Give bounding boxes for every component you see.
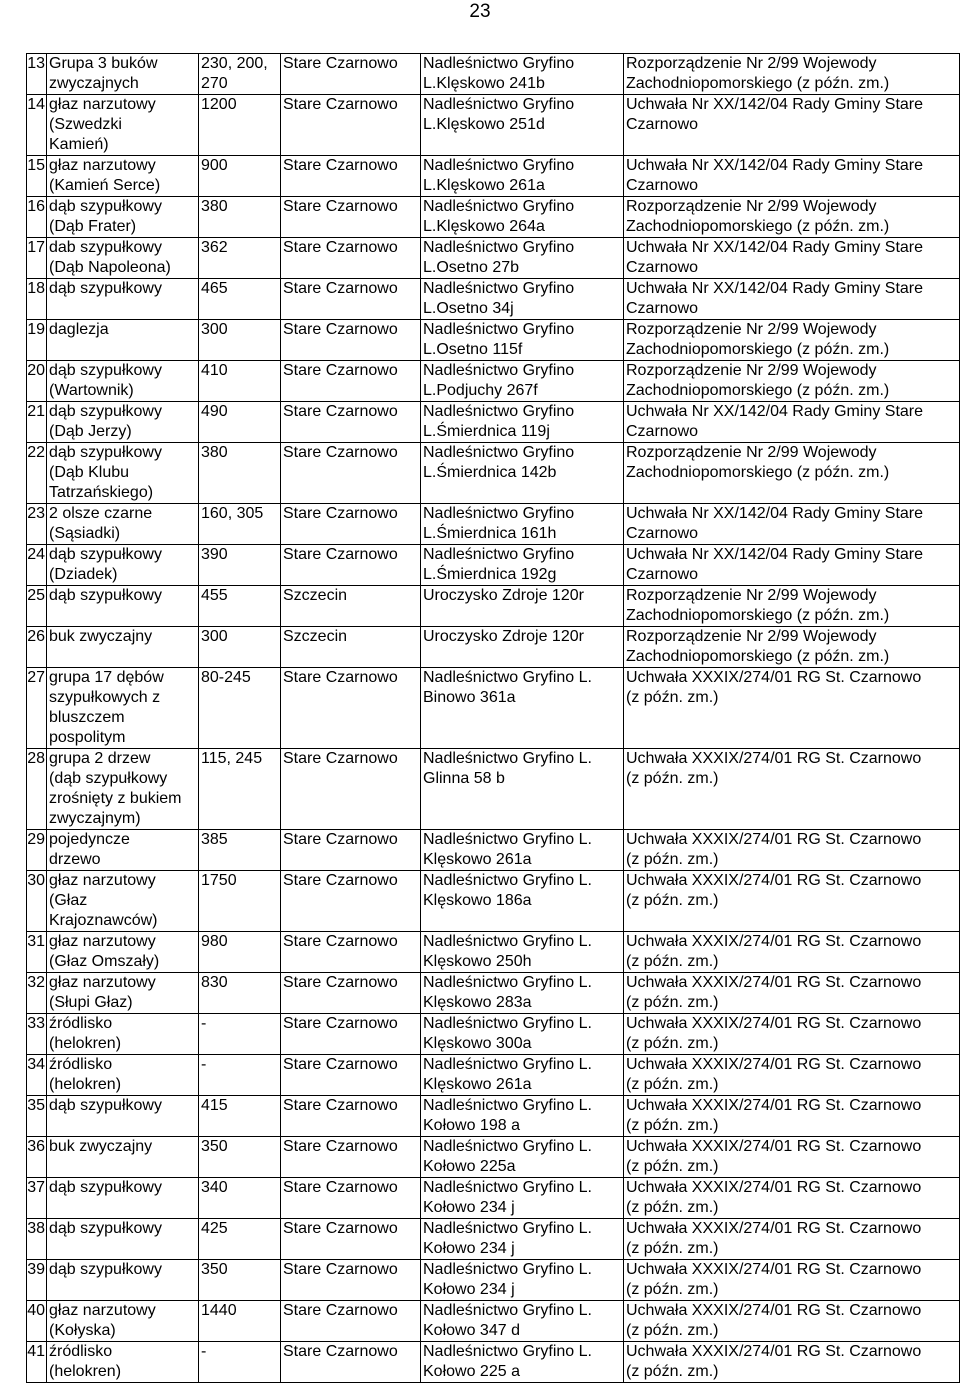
monument-name: głaz narzutowy (Kołyska) (47, 1301, 199, 1342)
location: Nadleśnictwo Gryfino L.Klęskowo 241b (421, 54, 624, 95)
monument-size: 415 (199, 1096, 281, 1137)
legal-act: Uchwała XXXIX/274/01 RG St. Czarnowo (z późn. zm.) (624, 1014, 960, 1055)
row-number: 26 (27, 627, 47, 668)
page-number: 23 (469, 1, 491, 22)
legal-act: Uchwała Nr XX/142/04 Rady Gminy Stare Czarnowo (624, 95, 960, 156)
table-row (27, 1301, 960, 1342)
legal-act: Uchwała Nr XX/142/04 Rady Gminy Stare Czarnowo (624, 156, 960, 197)
monument-size: 980 (199, 932, 281, 973)
legal-act: Uchwała XXXIX/274/01 RG St. Czarnowo (z późn. zm.) (624, 668, 960, 749)
row-number: 30 (27, 871, 47, 932)
commune: Szczecin (281, 627, 421, 668)
monument-size: 380 (199, 443, 281, 504)
legal-act: Uchwała XXXIX/274/01 RG St. Czarnowo (z późn. zm.) (624, 1137, 960, 1178)
row-number: 16 (27, 197, 47, 238)
legal-act: Uchwała XXXIX/274/01 RG St. Czarnowo (z późn. zm.) (624, 1096, 960, 1137)
table-row (27, 932, 960, 973)
table-row (27, 627, 960, 668)
location: Nadleśnictwo Gryfino L. Klęskowo 250h (421, 932, 624, 973)
legal-act: Uchwała XXXIX/274/01 RG St. Czarnowo (z późn. zm.) (624, 1342, 960, 1383)
table-row (27, 1342, 960, 1383)
monument-name: dąb szypułkowy (Dąb Jerzy) (47, 402, 199, 443)
monument-name: dąb szypułkowy (Wartownik) (47, 361, 199, 402)
row-number: 38 (27, 1219, 47, 1260)
monument-size: 115, 245 (199, 749, 281, 830)
legal-act: Rozporządzenie Nr 2/99 Wojewody Zachodniopomorskiego (z późn. zm.) (624, 197, 960, 238)
row-number: 24 (27, 545, 47, 586)
table-row (27, 54, 960, 95)
monument-size: 900 (199, 156, 281, 197)
commune: Stare Czarnowo (281, 973, 421, 1014)
legal-act: Uchwała Nr XX/142/04 Rady Gminy Stare Czarnowo (624, 238, 960, 279)
location: Nadleśnictwo Gryfino L.Osetno 34j (421, 279, 624, 320)
commune: Stare Czarnowo (281, 932, 421, 973)
monument-size: 455 (199, 586, 281, 627)
location: Nadleśnictwo Gryfino L. Kołowo 198 a (421, 1096, 624, 1137)
table-row (27, 95, 960, 156)
commune: Stare Czarnowo (281, 320, 421, 361)
legal-act: Uchwała Nr XX/142/04 Rady Gminy Stare Czarnowo (624, 279, 960, 320)
location: Nadleśnictwo Gryfino L.Klęskowo 264a (421, 197, 624, 238)
location: Nadleśnictwo Gryfino L. Kołowo 234 j (421, 1260, 624, 1301)
commune: Stare Czarnowo (281, 238, 421, 279)
location: Nadleśnictwo Gryfino L. Kołowo 234 j (421, 1219, 624, 1260)
row-number: 27 (27, 668, 47, 749)
table-row (27, 830, 960, 871)
monument-name: daglezja (47, 320, 199, 361)
monument-size: 160, 305 (199, 504, 281, 545)
table-row (27, 973, 960, 1014)
commune: Stare Czarnowo (281, 1219, 421, 1260)
table-row (27, 1096, 960, 1137)
commune: Stare Czarnowo (281, 197, 421, 238)
monument-name: dąb szypułkowy (47, 1219, 199, 1260)
table-row (27, 279, 960, 320)
table-row (27, 1260, 960, 1301)
monument-name: głaz narzutowy (Szwedzki Kamień) (47, 95, 199, 156)
table-row (27, 504, 960, 545)
legal-act: Uchwała XXXIX/274/01 RG St. Czarnowo (z późn. zm.) (624, 1219, 960, 1260)
commune: Stare Czarnowo (281, 361, 421, 402)
table-row (27, 871, 960, 932)
row-number: 40 (27, 1301, 47, 1342)
commune: Stare Czarnowo (281, 830, 421, 871)
row-number: 37 (27, 1178, 47, 1219)
monument-name: dąb szypułkowy (Dąb Klubu Tatrzańskiego) (47, 443, 199, 504)
commune: Stare Czarnowo (281, 1137, 421, 1178)
table-row (27, 545, 960, 586)
row-number: 28 (27, 749, 47, 830)
table-row (27, 156, 960, 197)
table-row (27, 749, 960, 830)
commune: Szczecin (281, 586, 421, 627)
row-number: 22 (27, 443, 47, 504)
monument-size: 410 (199, 361, 281, 402)
row-number: 29 (27, 830, 47, 871)
monument-size: 300 (199, 627, 281, 668)
monument-size: 300 (199, 320, 281, 361)
monument-size: - (199, 1014, 281, 1055)
monument-size: 830 (199, 973, 281, 1014)
commune: Stare Czarnowo (281, 871, 421, 932)
location: Nadleśnictwo Gryfino L.Klęskowo 261a (421, 156, 624, 197)
commune: Stare Czarnowo (281, 668, 421, 749)
location: Nadleśnictwo Gryfino L. Klęskowo 300a (421, 1014, 624, 1055)
commune: Stare Czarnowo (281, 156, 421, 197)
commune: Stare Czarnowo (281, 1301, 421, 1342)
legal-act: Rozporządzenie Nr 2/99 Wojewody Zachodniopomorskiego (z późn. zm.) (624, 320, 960, 361)
monument-name: dąb szypułkowy (47, 279, 199, 320)
row-number: 41 (27, 1342, 47, 1383)
legal-act: Rozporządzenie Nr 2/99 Wojewody Zachodniopomorskiego (z późn. zm.) (624, 627, 960, 668)
commune: Stare Czarnowo (281, 504, 421, 545)
row-number: 14 (27, 95, 47, 156)
table-row (27, 586, 960, 627)
row-number: 39 (27, 1260, 47, 1301)
row-number: 23 (27, 504, 47, 545)
location: Nadleśnictwo Gryfino L.Śmierdnica 142b (421, 443, 624, 504)
monument-name: buk zwyczajny (47, 627, 199, 668)
location: Uroczysko Zdroje 120r (421, 627, 624, 668)
commune: Stare Czarnowo (281, 1096, 421, 1137)
legal-act: Uchwała XXXIX/274/01 RG St. Czarnowo (z późn. zm.) (624, 932, 960, 973)
table-row (27, 668, 960, 749)
monument-size: 340 (199, 1178, 281, 1219)
table-row (27, 238, 960, 279)
monument-size: 425 (199, 1219, 281, 1260)
monument-size: 80-245 (199, 668, 281, 749)
monument-size: 490 (199, 402, 281, 443)
legal-act: Uchwała Nr XX/142/04 Rady Gminy Stare Czarnowo (624, 504, 960, 545)
monument-name: dąb szypułkowy (47, 1096, 199, 1137)
monument-name: głaz narzutowy (Głaz Krajoznawców) (47, 871, 199, 932)
legal-act: Uchwała XXXIX/274/01 RG St. Czarnowo (z późn. zm.) (624, 1301, 960, 1342)
commune: Stare Czarnowo (281, 749, 421, 830)
monument-name: grupa 2 drzew (dąb szypułkowy zrośnięty z bukiem zwyczajnym) (47, 749, 199, 830)
location: Nadleśnictwo Gryfino L.Śmierdnica 192g (421, 545, 624, 586)
commune: Stare Czarnowo (281, 279, 421, 320)
location: Nadleśnictwo Gryfino L.Osetno 27b (421, 238, 624, 279)
location: Nadleśnictwo Gryfino L.Klęskowo 251d (421, 95, 624, 156)
commune: Stare Czarnowo (281, 402, 421, 443)
monument-name: buk zwyczajny (47, 1137, 199, 1178)
monument-name: 2 olsze czarne (Sąsiadki) (47, 504, 199, 545)
monument-name: dąb szypułkowy (47, 1260, 199, 1301)
location: Nadleśnictwo Gryfino L. Klęskowo 283a (421, 973, 624, 1014)
row-number: 13 (27, 54, 47, 95)
location: Nadleśnictwo Gryfino L. Kołowo 225 a (421, 1342, 624, 1383)
monument-name: głaz narzutowy (Słupi Głaz) (47, 973, 199, 1014)
location: Nadleśnictwo Gryfino L. Klęskowo 186a (421, 871, 624, 932)
commune: Stare Czarnowo (281, 1055, 421, 1096)
commune: Stare Czarnowo (281, 443, 421, 504)
monument-size: 1750 (199, 871, 281, 932)
legal-act: Uchwała XXXIX/274/01 RG St. Czarnowo (z późn. zm.) (624, 871, 960, 932)
row-number: 17 (27, 238, 47, 279)
legal-act: Uchwała XXXIX/274/01 RG St. Czarnowo (z późn. zm.) (624, 830, 960, 871)
legal-act: Rozporządzenie Nr 2/99 Wojewody Zachodniopomorskiego (z późn. zm.) (624, 443, 960, 504)
location: Nadleśnictwo Gryfino L. Kołowo 225a (421, 1137, 624, 1178)
row-number: 20 (27, 361, 47, 402)
row-number: 35 (27, 1096, 47, 1137)
row-number: 25 (27, 586, 47, 627)
legal-act: Rozporządzenie Nr 2/99 Wojewody Zachodniopomorskiego (z późn. zm.) (624, 361, 960, 402)
row-number: 32 (27, 973, 47, 1014)
location: Nadleśnictwo Gryfino L. Kołowo 234 j (421, 1178, 624, 1219)
legal-act: Uchwała XXXIX/274/01 RG St. Czarnowo (z późn. zm.) (624, 973, 960, 1014)
commune: Stare Czarnowo (281, 1178, 421, 1219)
location: Uroczysko Zdroje 120r (421, 586, 624, 627)
monument-name: grupa 17 dębów szypułkowych z bluszczem pospolitym (47, 668, 199, 749)
row-number: 21 (27, 402, 47, 443)
table-row (27, 1219, 960, 1260)
legal-act: Uchwała Nr XX/142/04 Rady Gminy Stare Czarnowo (624, 402, 960, 443)
monument-name: źródlisko (helokren) (47, 1014, 199, 1055)
table-row (27, 197, 960, 238)
monument-name: źródlisko (helokren) (47, 1055, 199, 1096)
commune: Stare Czarnowo (281, 95, 421, 156)
table-row (27, 1055, 960, 1096)
monument-size: 1200 (199, 95, 281, 156)
commune: Stare Czarnowo (281, 1342, 421, 1383)
legal-act: Rozporządzenie Nr 2/99 Wojewody Zachodniopomorskiego (z późn. zm.) (624, 586, 960, 627)
row-number: 34 (27, 1055, 47, 1096)
legal-act: Rozporządzenie Nr 2/99 Wojewody Zachodniopomorskiego (z późn. zm.) (624, 54, 960, 95)
row-number: 18 (27, 279, 47, 320)
location: Nadleśnictwo Gryfino L.Podjuchy 267f (421, 361, 624, 402)
location: Nadleśnictwo Gryfino L. Glinna 58 b (421, 749, 624, 830)
monument-name: dąb szypułkowy (47, 1178, 199, 1219)
legal-act: Uchwała XXXIX/274/01 RG St. Czarnowo (z późn. zm.) (624, 1178, 960, 1219)
table-row (27, 361, 960, 402)
legal-act: Uchwała XXXIX/274/01 RG St. Czarnowo (z późn. zm.) (624, 749, 960, 830)
monument-name: pojedyncze drzewo (47, 830, 199, 871)
location: Nadleśnictwo Gryfino L.Śmierdnica 161h (421, 504, 624, 545)
monument-size: 390 (199, 545, 281, 586)
monument-size: 350 (199, 1137, 281, 1178)
commune: Stare Czarnowo (281, 1260, 421, 1301)
commune: Stare Czarnowo (281, 545, 421, 586)
monument-size: 1440 (199, 1301, 281, 1342)
monument-name: źródlisko (helokren) (47, 1342, 199, 1383)
monument-size: 350 (199, 1260, 281, 1301)
monument-size: 465 (199, 279, 281, 320)
monument-name: dab szypułkowy (Dąb Napoleona) (47, 238, 199, 279)
monument-name: dąb szypułkowy (Dziadek) (47, 545, 199, 586)
location: Nadleśnictwo Gryfino L. Binowo 361a (421, 668, 624, 749)
monument-size: 385 (199, 830, 281, 871)
row-number: 31 (27, 932, 47, 973)
location: Nadleśnictwo Gryfino L. Klęskowo 261a (421, 1055, 624, 1096)
row-number: 19 (27, 320, 47, 361)
table-body (27, 54, 960, 1383)
monument-size: - (199, 1342, 281, 1383)
table-row (27, 320, 960, 361)
monument-name: głaz narzutowy (Głaz Omszały) (47, 932, 199, 973)
table-row (27, 1137, 960, 1178)
table-row (27, 1014, 960, 1055)
location: Nadleśnictwo Gryfino L. Klęskowo 261a (421, 830, 624, 871)
monument-name: Grupa 3 buków zwyczajnych (47, 54, 199, 95)
table-row (27, 1178, 960, 1219)
monument-size: 362 (199, 238, 281, 279)
natural-monuments-table (26, 53, 960, 1383)
commune: Stare Czarnowo (281, 54, 421, 95)
location: Nadleśnictwo Gryfino L. Kołowo 347 d (421, 1301, 624, 1342)
table-row (27, 443, 960, 504)
legal-act: Uchwała XXXIX/274/01 RG St. Czarnowo (z późn. zm.) (624, 1055, 960, 1096)
monument-name: dąb szypułkowy (47, 586, 199, 627)
monument-name: głaz narzutowy (Kamień Serce) (47, 156, 199, 197)
row-number: 33 (27, 1014, 47, 1055)
row-number: 36 (27, 1137, 47, 1178)
row-number: 15 (27, 156, 47, 197)
commune: Stare Czarnowo (281, 1014, 421, 1055)
monument-size: 230, 200, 270 (199, 54, 281, 95)
location: Nadleśnictwo Gryfino L.Osetno 115f (421, 320, 624, 361)
monument-size: - (199, 1055, 281, 1096)
legal-act: Uchwała XXXIX/274/01 RG St. Czarnowo (z późn. zm.) (624, 1260, 960, 1301)
monument-size: 380 (199, 197, 281, 238)
location: Nadleśnictwo Gryfino L.Śmierdnica 119j (421, 402, 624, 443)
table-row (27, 402, 960, 443)
monument-name: dąb szypułkowy (Dąb Frater) (47, 197, 199, 238)
legal-act: Uchwała Nr XX/142/04 Rady Gminy Stare Czarnowo (624, 545, 960, 586)
